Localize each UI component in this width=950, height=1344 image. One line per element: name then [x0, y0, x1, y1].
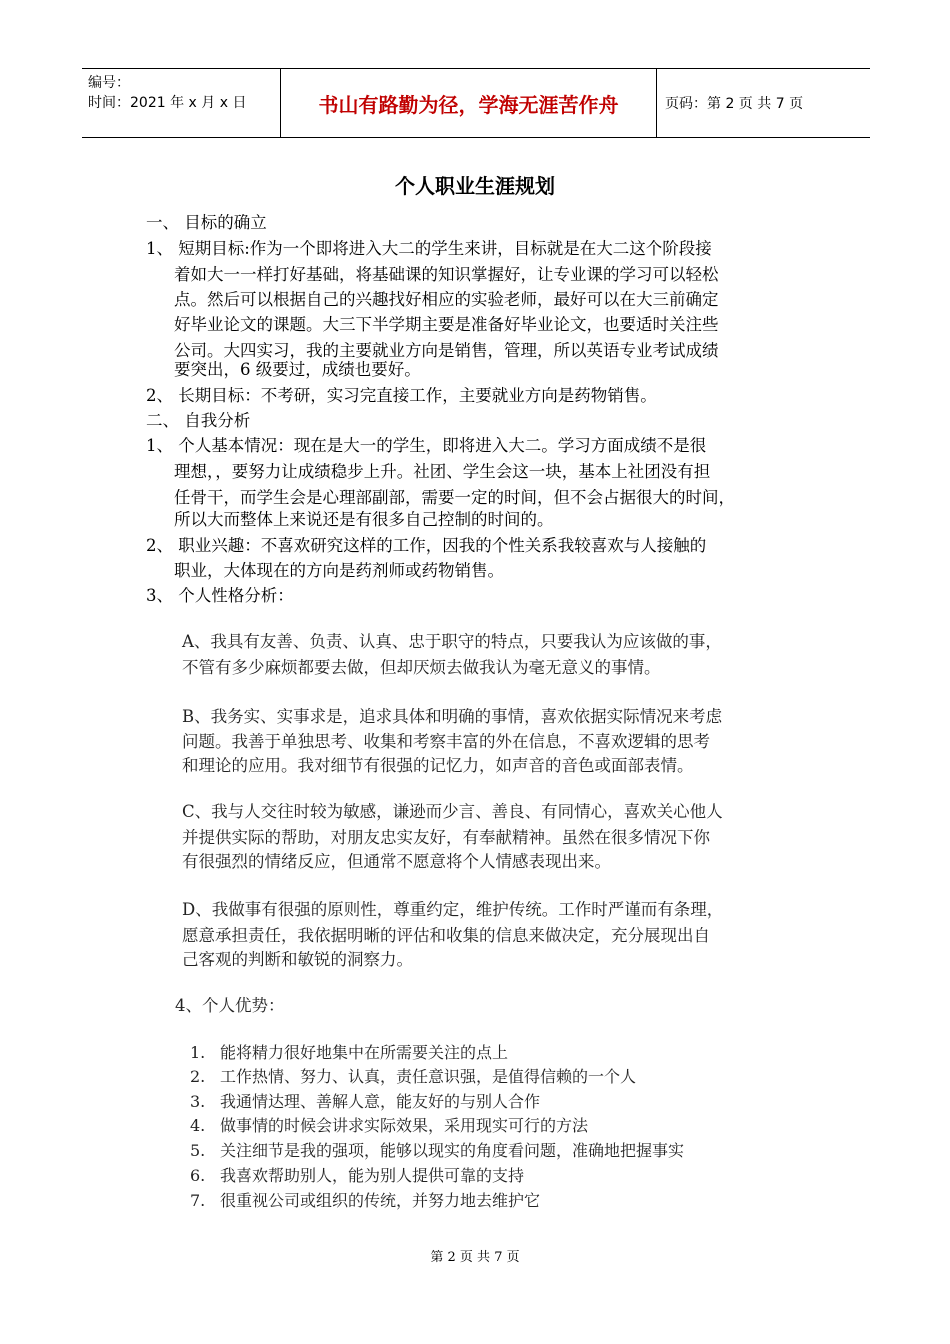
personality-analysis-heading: 3、 个人性格分析：	[146, 586, 294, 605]
text-line: 好毕业论文的课题。大三下半学期主要是准备好毕业论文，也要适时关注些	[174, 315, 719, 334]
list-text: 我通情达理、善解人意，能友好的与别人合作	[220, 1092, 541, 1111]
text-line: 1、 个人基本情况：现在是大一的学生，即将进入大二。学习方面成绩不是很	[146, 436, 707, 455]
list-item	[190, 1114, 588, 1138]
list-number: 2.	[190, 1067, 206, 1086]
list-number: 5.	[190, 1141, 206, 1160]
text-line: 己客观的判断和敏锐的洞察力。	[182, 950, 413, 969]
list-item	[190, 1090, 540, 1114]
text-line: 着如大一一样打好基础，将基础课的知识掌握好，让专业课的学习可以轻松	[174, 265, 719, 284]
text-line: B、我务实、实事求是，追求具体和明确的事情，喜欢依据实际情况来考虑	[182, 707, 723, 726]
text-line: 要突出，6 级要过，成绩也要好。	[174, 360, 421, 379]
list-item	[190, 1139, 684, 1163]
header-meta	[82, 69, 280, 137]
text-line: 公司。大四实习，我的主要就业方向是销售，管理，所以英语专业考试成绩	[174, 341, 719, 360]
list-text: 很重视公司或组织的传统，并努力地去维护它	[220, 1191, 541, 1210]
list-text: 做事情的时候会讲求实际效果，采用现实可行的方法	[220, 1116, 589, 1135]
strengths-heading: 4、个人优势：	[175, 996, 285, 1015]
text-line: D、我做事有很强的原则性，尊重约定，维护传统。工作时严谨而有条理，	[182, 900, 724, 919]
text-line: 并提供实际的帮助，对朋友忠实友好，有奉献精神。虽然在很多情况下你	[182, 828, 710, 847]
text-line: 所以大而整体上来说还是有很多自己控制的时间的。	[174, 510, 554, 529]
text-line: 职业，大体现在的方向是药剂师或药物销售。	[174, 561, 504, 580]
list-number: 6.	[190, 1166, 206, 1185]
text-line: 点。然后可以根据自己的兴趣找好相应的实验老师，最好可以在大三前确定	[174, 290, 719, 309]
text-line: C、我与人交往时较为敏感，谦逊而少言、善良、有同情心，喜欢关心他人	[182, 802, 723, 821]
document-number-label: 编号：	[88, 75, 130, 91]
list-number: 3.	[190, 1092, 206, 1111]
list-text: 关注细节是我的强项，能够以现实的角度看问题，准确地把握事实	[220, 1141, 685, 1160]
list-number: 7.	[190, 1191, 206, 1210]
list-item	[190, 1041, 508, 1065]
header-page-number: 页码：第 2 页 共 7 页	[665, 96, 804, 112]
section-heading-goals: 一、 目标的确立	[146, 213, 267, 232]
text-line: 任骨干，而学生会是心理部副部，需要一定的时间，但不会占据很大的时间，	[174, 488, 735, 507]
text-line: 理想，，要努力让成绩稳步上升。社团、学生会这一块，基本上社团没有担	[174, 462, 711, 481]
list-number: 4.	[190, 1116, 206, 1135]
list-text: 工作热情、努力、认真，责任意识强，是值得信赖的一个人	[220, 1067, 637, 1086]
list-item	[190, 1189, 540, 1213]
page-footer: 第 2 页 共 7 页	[430, 1250, 520, 1265]
list-item	[190, 1164, 524, 1188]
text-line: A、我具有友善、负责、认真、忠于职守的特点，只要我认为应该做的事，	[182, 632, 722, 651]
text-line: 问题。我善于单独思考、收集和考察丰富的外在信息，不喜欢逻辑的思考	[182, 732, 710, 751]
text-line: 愿意承担责任，我依据明晰的评估和收集的信息来做决定，充分展现出自	[182, 926, 710, 945]
list-text: 我喜欢帮助别人，能为别人提供可靠的支持	[220, 1166, 525, 1185]
text-line: 不管有多少麻烦都要去做，但却厌烦去做我认为毫无意义的事情。	[182, 658, 661, 677]
list-item	[190, 1065, 636, 1089]
list-number: 1.	[190, 1043, 206, 1062]
header-motto: 书山有路勤为径，学海无涯苦作舟	[280, 69, 657, 137]
text-line: 有很强烈的情绪反应，但通常不愿意将个人情感表现出来。	[182, 852, 611, 871]
long-term-goal: 2、 长期目标：不考研，实习完直接工作，主要就业方向是药物销售。	[146, 386, 657, 405]
list-text: 能将精力很好地集中在所需要关注的点上	[220, 1043, 509, 1062]
page-title: 个人职业生涯规划	[395, 174, 555, 198]
text-line: 1、 短期目标:作为一个即将进入大二的学生来讲，目标就是在大二这个阶段接	[146, 239, 712, 258]
document-header	[82, 68, 870, 138]
text-line: 2、 职业兴趣：不喜欢研究这样的工作，因我的个性关系我较喜欢与人接触的	[146, 536, 707, 555]
section-heading-self-analysis: 二、 自我分析	[146, 411, 251, 430]
document-date-label: 时间：2021 年 x 月 x 日	[88, 95, 247, 111]
text-line: 和理论的应用。我对细节有很强的记忆力，如声音的音色或面部表情。	[182, 756, 694, 775]
